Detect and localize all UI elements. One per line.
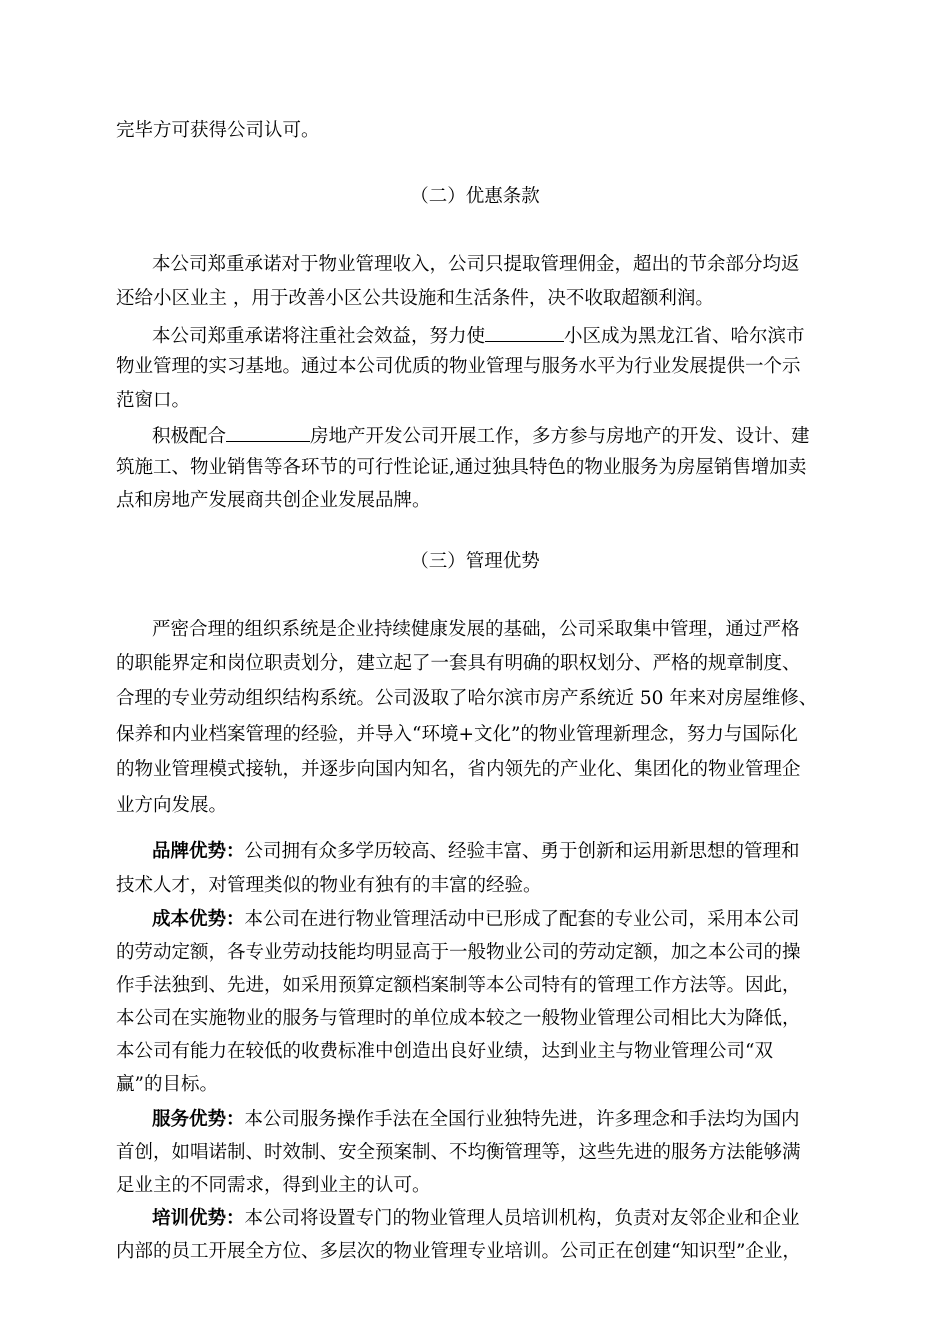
text-line [152, 1206, 836, 1232]
text-line [152, 907, 836, 933]
text-segment: 积极配合 [152, 426, 227, 447]
text-segment: 房地产开发公司开展工作，多方参与房地产的开发、设计、建 [310, 426, 810, 447]
text-line: 赢”的目标。 [116, 1074, 218, 1095]
text-line: 保养和内业档案管理的经验，并导入“环境+文化”的物业管理新理念，努力与国际化 [116, 724, 798, 745]
section-heading-2: （二）优惠条款 [410, 186, 540, 207]
text-line: 点和房地产发展商共创企业发展品牌。 [116, 490, 431, 511]
text-segment: 本公司郑重承诺将注重社会效益，努力使 [152, 326, 486, 347]
text-line [152, 421, 836, 450]
text-line: 的物业管理模式接轨，并逐步向国内知名，省内领先的产业化、集团化的物业管理企 [116, 759, 801, 780]
text-line: 完毕方可获得公司认可。 [116, 120, 320, 141]
advantage-label: 培训优势： [152, 1208, 245, 1229]
fill-in-blank [485, 321, 564, 342]
text-segment: 公司拥有众多学历较高、经验丰富、勇于创新和运用新思想的管理和 [244, 841, 800, 862]
advantage-label: 品牌优势： [152, 841, 245, 862]
text-line: 作手法独到、先进，如采用预算定额档案制等本公司特有的管理工作方法等。因此， [116, 975, 801, 996]
text-line: 合理的专业劳动组织结构系统。公司汲取了哈尔滨市房产系统近 50 年来对房屋维修、 [116, 688, 818, 709]
text-line: 技术人才，对管理类似的物业有独有的丰富的经验。 [116, 875, 542, 896]
text-segment: 本公司在进行物业管理活动中已形成了配套的专业公司，采用本公司 [244, 909, 800, 930]
text-line: 的职能界定和岗位职责划分，建立起了一套具有明确的职权划分、严格的规章制度、 [116, 653, 801, 674]
fill-in-blank [226, 421, 310, 442]
text-line [152, 321, 836, 350]
text-segment: 本公司服务操作手法在全国行业独特先进，许多理念和手法均为国内 [244, 1109, 800, 1130]
text-line: 严密合理的组织系统是企业持续健康发展的基础，公司采取集中管理，通过严格 [152, 619, 800, 640]
text-line: 范窗口。 [116, 390, 191, 411]
text-line: 筑施工、物业销售等各环节的可行性论证,通过独具特色的物业服务为房屋销售增加卖 [116, 457, 807, 478]
text-line: 本公司在实施物业的服务与管理时的单位成本较之一般物业管理公司相比大为降低， [116, 1008, 801, 1029]
text-line: 内部的员工开展全方位、多层次的物业管理专业培训。公司正在创建“知识型”企业， [116, 1241, 801, 1262]
text-line: 的劳动定额，各专业劳动技能均明显高于一般物业公司的劳动定额，加之本公司的操 [116, 942, 801, 963]
text-line: 本公司有能力在较低的收费标准中创造出良好业绩，达到业主与物业管理公司“双 [116, 1041, 773, 1062]
text-line [152, 1107, 836, 1133]
text-line: 本公司郑重承诺对于物业管理收入，公司只提取管理佣金，超出的节余部分均返 [152, 254, 800, 275]
text-line: 足业主的不同需求，得到业主的认可。 [116, 1175, 431, 1196]
text-line: 物业管理的实习基地。通过本公司优质的物业管理与服务水平为行业发展提供一个示 [116, 356, 801, 377]
section-heading-3: （三）管理优势 [410, 551, 540, 572]
text-segment: 本公司将设置专门的物业管理人员培训机构，负责对友邻企业和企业 [244, 1208, 800, 1229]
text-segment: 小区成为黑龙江省、哈尔滨市 [564, 326, 805, 347]
advantage-label: 服务优势： [152, 1109, 245, 1130]
text-line: 首创，如唱诺制、时效制、安全预案制、不均衡管理等，这些先进的服务方法能够满 [116, 1142, 801, 1163]
text-line: 还给小区业主 ，用于改善小区公共设施和生活条件，决不收取超额利润。 [116, 288, 714, 309]
text-line [152, 839, 836, 865]
text-line: 业方向发展。 [116, 795, 228, 816]
advantage-label: 成本优势： [152, 909, 245, 930]
